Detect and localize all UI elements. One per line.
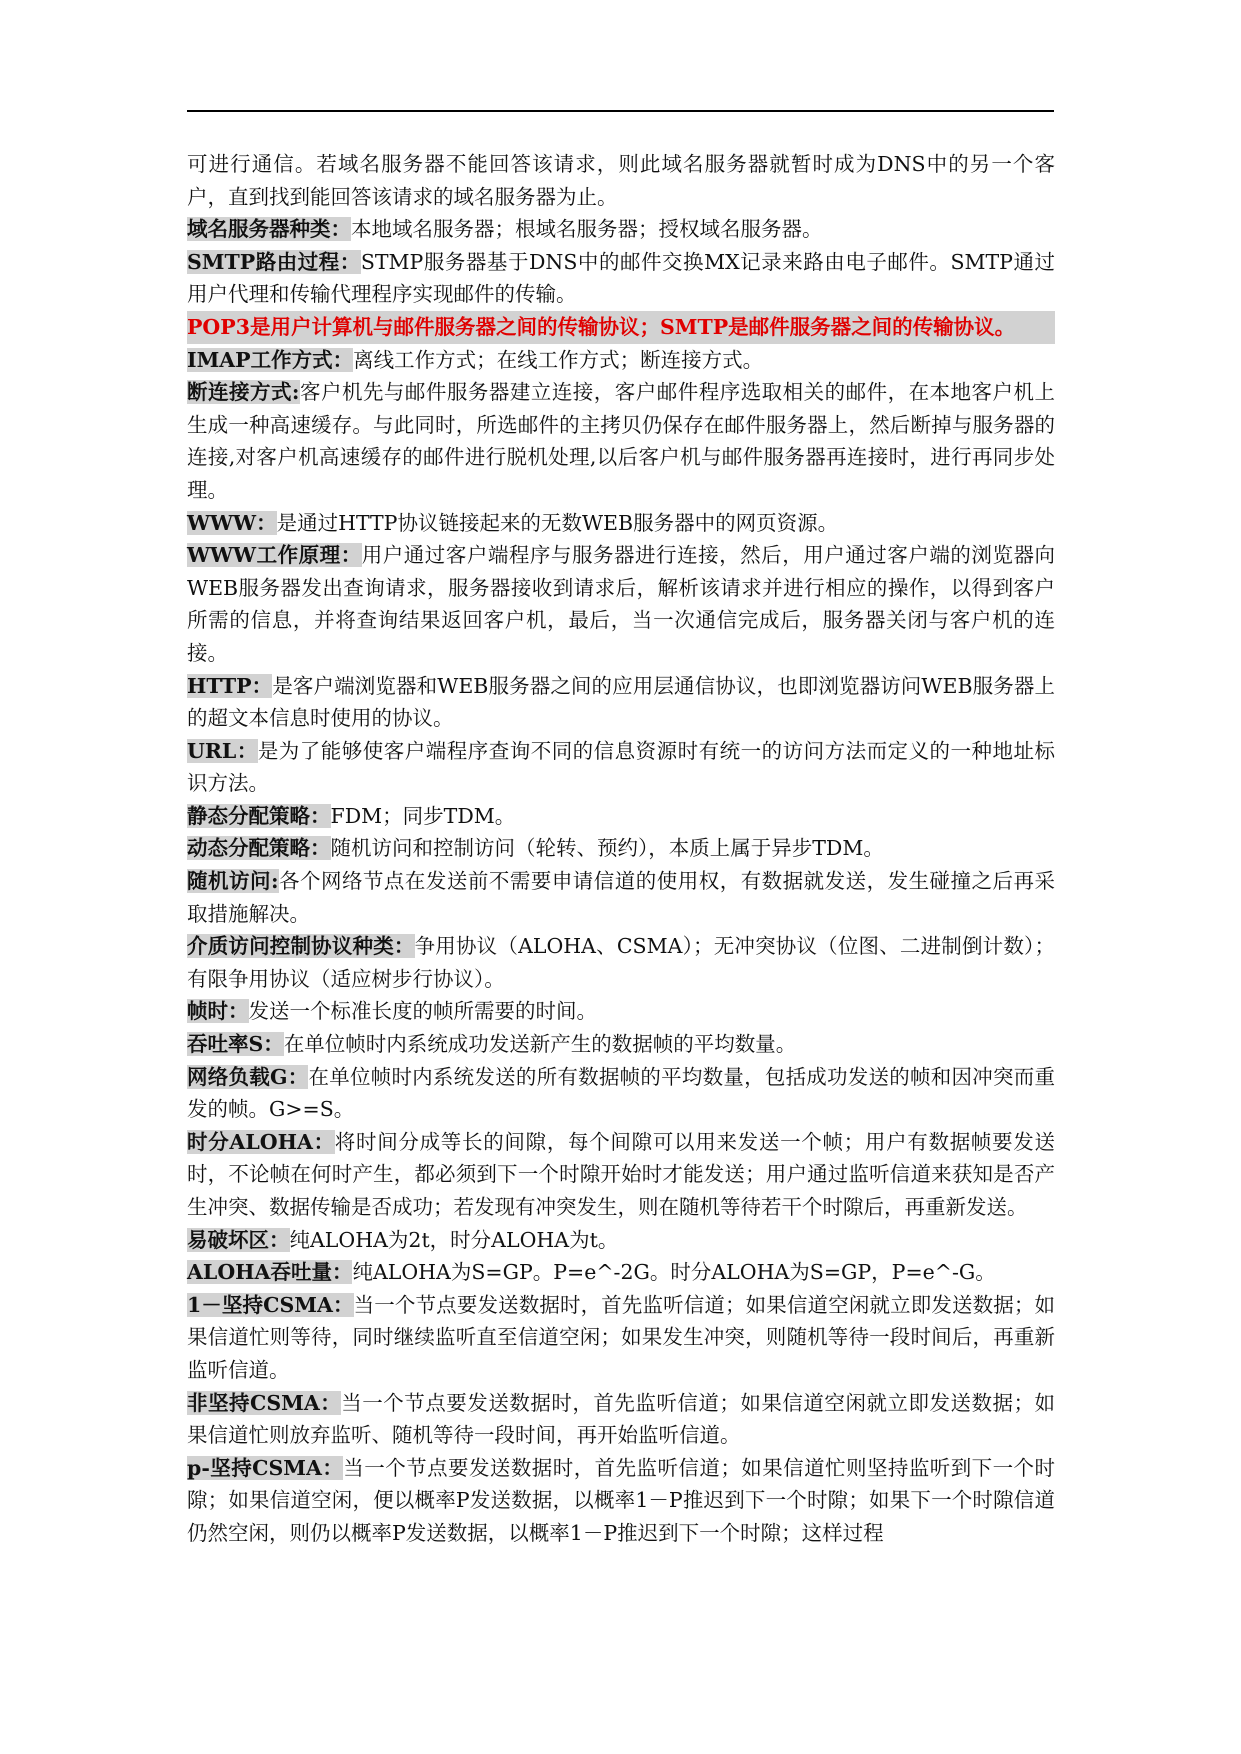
paragraph-aloha-throughput bbox=[187, 1256, 1055, 1289]
term-label: URL： bbox=[187, 738, 258, 763]
term-label: 吞吐率S： bbox=[187, 1032, 284, 1057]
paragraph-text: 纯ALOHA为2t，时分ALOHA为t。 bbox=[289, 1227, 619, 1252]
paragraph-mac-protocols bbox=[187, 930, 1055, 995]
paragraph-text: 是为了能够使客户端程序查询不同的信息资源时有统一的访问方法而定义的一种地址标识方法。 bbox=[187, 738, 1055, 796]
paragraph-url bbox=[187, 735, 1055, 800]
paragraph-text: 当一个节点要发送数据时，首先监听信道；如果信道空闲就立即发送数据；如果信道忙则等待，同时继续监听直至信道空闲；如果发生冲突，则随机等待一段时间后，再重新监听信道。 bbox=[187, 1292, 1056, 1382]
paragraph-p-persistent-csma bbox=[187, 1452, 1055, 1550]
paragraph-text: 当一个节点要发送数据时，首先监听信道；如果信道忙则坚持监听到下一个时隙；如果信道空闲，便以概率P发送数据，以概率1－P推迟到下一个时隙；如果下一个时隙信道仍然空闲，则仍以概率P发送数据，以概率1－P推迟到下一个时隙；这样过程 bbox=[187, 1455, 1056, 1545]
paragraph-text: 在单位帧时内系统发送的所有数据帧的平均数量，包括成功发送的帧和因冲突而重发的帧。G>=S。 bbox=[187, 1064, 1055, 1122]
paragraph-slotted-aloha bbox=[187, 1126, 1055, 1224]
paragraph-throughput bbox=[187, 1028, 1055, 1061]
term-label: 介质访问控制协议种类： bbox=[187, 934, 415, 959]
term-label: 域名服务器种类： bbox=[187, 217, 351, 242]
term-label: 易破坏区： bbox=[187, 1227, 290, 1252]
paragraph-text: 在单位帧时内系统成功发送新产生的数据帧的平均数量。 bbox=[283, 1032, 797, 1057]
term-label: 动态分配策略： bbox=[187, 836, 331, 861]
term-label: 随机访问: bbox=[187, 869, 279, 894]
paragraph-text: 当一个节点要发送数据时，首先监听信道；如果信道空闲就立即发送数据；如果信道忙则放弃监听、随机等待一段时间，再开始监听信道。 bbox=[187, 1390, 1056, 1448]
term-label: SMTP路由过程： bbox=[187, 249, 361, 274]
paragraph-text: 将时间分成等长的间隙，每个间隙可以用来发送一个帧；用户有数据帧要发送时，不论帧在何时产生，都必须到下一个时隙开始时才能发送；用户通过监听信道来获知是否产生冲突、数据传输是否成功；若发现有冲突发生，则在随机等待若干个时隙后，再重新发送。 bbox=[187, 1129, 1056, 1219]
paragraph-smtp-routing bbox=[187, 246, 1055, 311]
paragraph-1-persistent-csma bbox=[187, 1289, 1055, 1387]
paragraph-dns-server-types bbox=[187, 213, 1055, 246]
highlighted-statement: POP3是用户计算机与邮件服务器之间的传输协议；SMTP是邮件服务器之间的传输协议。 bbox=[187, 311, 1055, 344]
term-label: ALOHA吞吐量： bbox=[187, 1260, 353, 1285]
term-label: 网络负载G： bbox=[187, 1064, 309, 1089]
term-label: IMAP工作方式： bbox=[187, 347, 354, 372]
paragraph-text: FDM；同步TDM。 bbox=[330, 803, 516, 828]
term-label: 断连接方式: bbox=[187, 380, 300, 405]
paragraph-text: 是客户端浏览器和WEB服务器之间的应用层通信协议，也即浏览器访问WEB服务器上的超文本信息时使用的协议。 bbox=[187, 673, 1055, 731]
paragraph-network-load bbox=[187, 1061, 1055, 1126]
term-label: WWW： bbox=[187, 510, 277, 535]
paragraph-frame-time bbox=[187, 995, 1055, 1028]
paragraph-text: 客户机先与邮件服务器建立连接，客户邮件程序选取相关的邮件，在本地客户机上生成一种高速缓存。与此同时，所选邮件的主拷贝仍保存在邮件服务器上，然后断掉与服务器的连接,对客户机高速缓存的邮件进行脱机处理,以后客户机与邮件服务器再连接时，进行再同步处理。 bbox=[187, 380, 1055, 502]
term-label: 1－坚持CSMA： bbox=[187, 1292, 354, 1317]
paragraph-static-allocation bbox=[187, 800, 1055, 833]
term-label: HTTP： bbox=[187, 673, 273, 698]
term-label: WWW工作原理： bbox=[187, 543, 362, 568]
paragraph-http bbox=[187, 670, 1055, 735]
term-label: 时分ALOHA： bbox=[187, 1129, 335, 1154]
paragraph-text: 随机访问和控制访问（轮转、预约），本质上属于异步TDM。 bbox=[330, 836, 884, 861]
paragraph-www-principle bbox=[187, 539, 1055, 669]
paragraph-dynamic-allocation bbox=[187, 832, 1055, 865]
paragraph-text: STMP服务器基于DNS中的邮件交换MX记录来路由电子邮件。SMTP通过用户代理和传输代理程序实现邮件的传输。 bbox=[187, 249, 1055, 307]
paragraph-www bbox=[187, 507, 1055, 540]
paragraph-text: 发送一个标准长度的帧所需要的时间。 bbox=[248, 999, 597, 1024]
paragraph-random-access bbox=[187, 865, 1055, 930]
paragraph-text: 是通过HTTP协议链接起来的无数WEB服务器中的网页资源。 bbox=[276, 510, 839, 535]
paragraph-text: 本地域名服务器；根域名服务器；授权域名服务器。 bbox=[351, 217, 823, 242]
paragraph-dns-client bbox=[187, 148, 1055, 213]
paragraph-text: 离线工作方式；在线工作方式；断连接方式。 bbox=[353, 347, 764, 372]
paragraph-text: 用户通过客户端程序与服务器进行连接，然后，用户通过客户端的浏览器向WEB服务器发出查询请求，服务器接收到请求后，解析该请求并进行相应的操作，以得到客户所需的信息，并将查询结果返回客户机，最后，当一次通信完成后，服务器关闭与客户机的连接。 bbox=[187, 543, 1055, 665]
paragraph-imap-modes bbox=[187, 344, 1055, 377]
paragraph-text: 可进行通信。若域名服务器不能回答该请求，则此域名服务器就暂时成为DNS中的另一个客户，直到找到能回答该请求的域名服务器为止。 bbox=[187, 152, 1055, 209]
paragraph-text: 争用协议（ALOHA、CSMA）；无冲突协议（位图、二进制倒计数）；有限争用协议（适应树步行协议）。 bbox=[187, 934, 1056, 991]
paragraph-vulnerable-period bbox=[187, 1224, 1055, 1257]
term-label: p-坚持CSMA： bbox=[187, 1455, 344, 1480]
paragraph-text: 各个网络节点在发送前不需要申请信道的使用权，有数据就发送，发生碰撞之后再采取措施解决。 bbox=[187, 869, 1055, 926]
paragraph-text: 纯ALOHA为S=GP。P=e^-2G。时分ALOHA为S=GP，P=e^-G。 bbox=[352, 1260, 996, 1285]
term-label: 静态分配策略： bbox=[187, 803, 331, 828]
paragraph-disconnected-mode bbox=[187, 376, 1055, 506]
header-rule bbox=[187, 110, 1054, 112]
document-body bbox=[187, 148, 1055, 1550]
paragraph-nonpersistent-csma bbox=[187, 1387, 1055, 1452]
paragraph-pop3-smtp-highlight bbox=[187, 311, 1055, 344]
term-label: 非坚持CSMA： bbox=[187, 1390, 342, 1415]
term-label: 帧时： bbox=[187, 999, 249, 1024]
